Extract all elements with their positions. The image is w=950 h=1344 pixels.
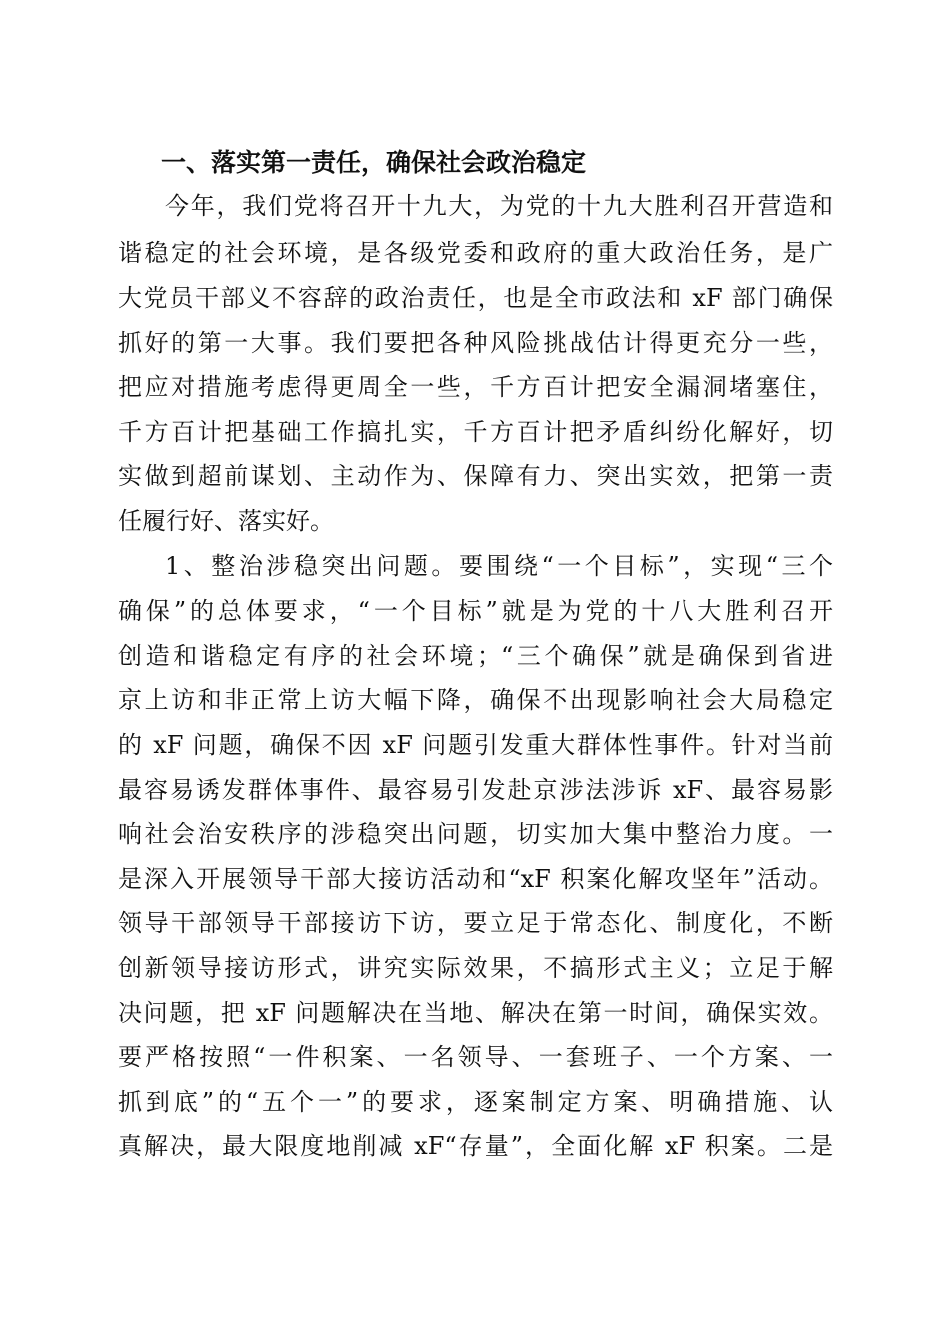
section-heading: 一、落实第一责任，确保社会政治稳定 [161,148,587,177]
paragraph-line: 谐稳定的社会环境，是各级党委和政府的重大政治任务，是广 [118,239,833,267]
paragraph-line: 抓到底”的“五个一”的要求，逐案制定方案、明确措施、认 [118,1088,833,1116]
paragraph-line: 的 xF 问题，确保不因 xF 问题引发重大群体性事件。针对当前 [118,731,833,759]
paragraph-line: 领导干部领导干部接访下访，要立足于常态化、制度化，不断 [118,909,833,937]
paragraph-line: 创造和谐稳定有序的社会环境；“三个确保”就是确保到省进 [118,642,833,670]
paragraph-line: 是深入开展领导干部大接访活动和“xF 积案化解攻坚年”活动。 [118,865,833,893]
paragraph-line: 把应对措施考虑得更周全一些，千方百计把安全漏洞堵塞住， [118,373,833,401]
paragraph-line: 今年，我们党将召开十九大，为党的十九大胜利召开营造和 [165,192,833,220]
paragraph-line: 京上访和非正常上访大幅下降，确保不出现影响社会大局稳定 [118,686,833,714]
paragraph-line: 任履行好、落实好。 [118,507,334,535]
paragraph-line: 真解决，最大限度地削减 xF“存量”，全面化解 xF 积案。二是 [118,1132,833,1160]
paragraph-line: 创新领导接访形式，讲究实际效果，不搞形式主义；立足于解 [118,954,833,982]
paragraph-line: 响社会治安秩序的涉稳突出问题，切实加大集中整治力度。一 [118,820,833,848]
paragraph-line: 实做到超前谋划、主动作为、保障有力、突出实效，把第一责 [118,462,833,490]
paragraph-line: 决问题，把 xF 问题解决在当地、解决在第一时间，确保实效。 [118,999,833,1027]
paragraph-line: 最容易诱发群体事件、最容易引发赴京涉法涉诉 xF、最容易影 [118,776,833,804]
paragraph-line: 要严格按照“一件积案、一名领导、一套班子、一个方案、一 [118,1043,833,1071]
paragraph-line: 大党员干部义不容辞的政治责任，也是全市政法和 xF 部门确保 [118,284,833,312]
paragraph-line: 确保”的总体要求，“一个目标”就是为党的十八大胜利召开 [118,597,833,625]
paragraph-line: 1、整治涉稳突出问题。要围绕“一个目标”，实现“三个 [165,552,833,580]
paragraph-line: 抓好的第一大事。我们要把各种风险挑战估计得更充分一些， [118,329,833,357]
paragraph-line: 千方百计把基础工作搞扎实，千方百计把矛盾纠纷化解好，切 [118,418,833,446]
